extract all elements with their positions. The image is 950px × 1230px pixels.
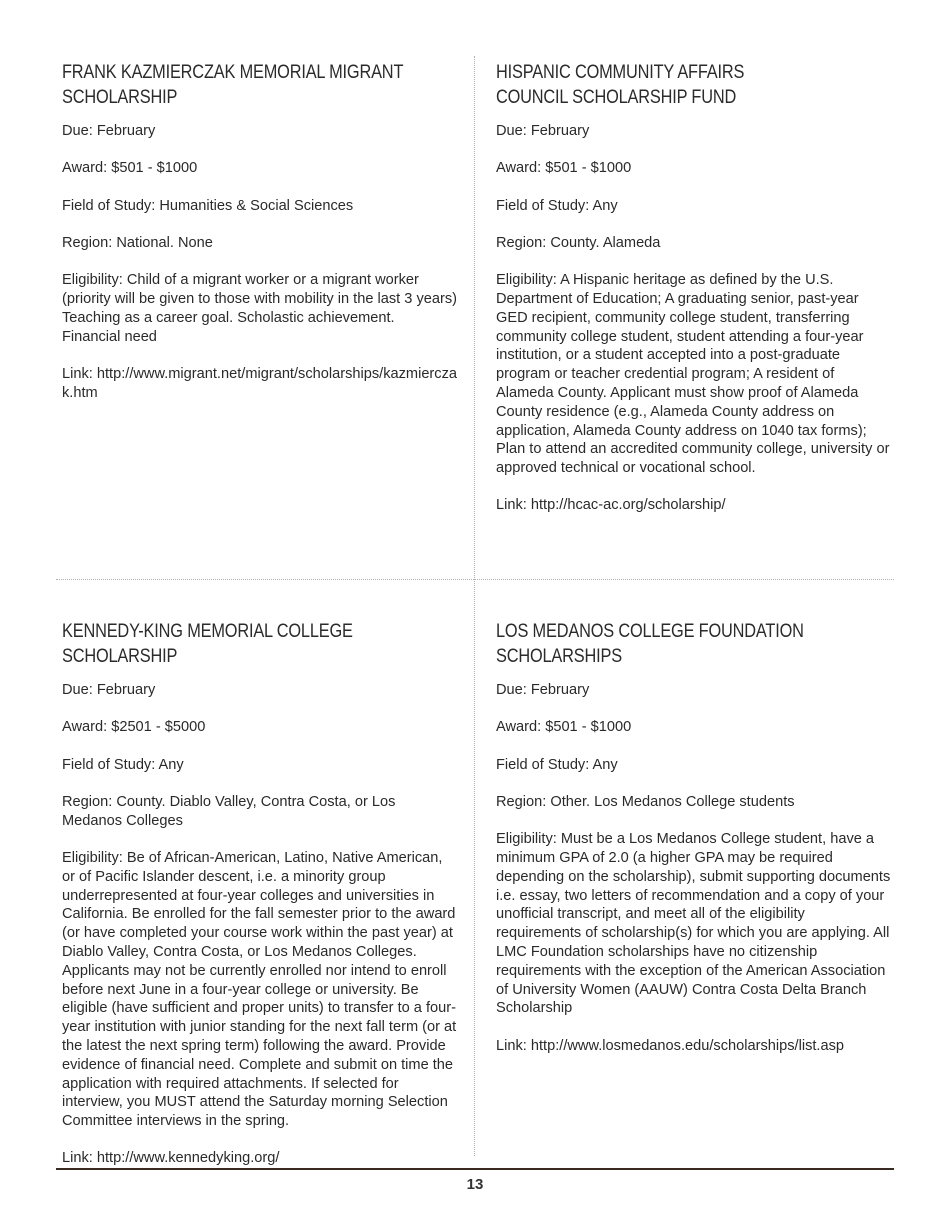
eligibility: Eligibility: Must be a Los Medanos College student, have a minimum GPA of 2.0 (a higher GPA may be required depending on the scholarship), submit supporting documents i.e. essay, two letters of recommendation and a copy of your unofficial transcript, and meet all of the eligibility requirements of scholarship(s) for which you are applying. All LMC Foundation scholarships have no citizenship requirements with the exception of the American Association of University Women (AAUW) Contra Costa Delta Branch Scholarship — [496, 831, 891, 1017]
scholarship-link[interactable]: http://www.losmedanos.edu/scholarships/list.asp — [530, 1037, 845, 1054]
field-of-study: Field of Study: Humanities & Social Sciences — [62, 197, 354, 214]
due-date: Due: February — [496, 682, 590, 698]
link-line — [62, 1149, 457, 1168]
scholarship-title: LOS MEDANOS COLLEGE FOUNDATION SCHOLARSHIPS — [496, 621, 804, 667]
field-of-study: Field of Study: Any — [62, 756, 184, 773]
scholarship-link[interactable]: http://www.migrant.net/migrant/scholarships/kazmierczak.htm — [62, 365, 458, 401]
award-amount: Award: $501 - $1000 — [496, 719, 632, 736]
due-date: Due: February — [62, 123, 156, 139]
column-divider — [474, 56, 475, 1156]
field-of-study: Field of Study: Any — [496, 197, 618, 214]
due-date: Due: February — [62, 682, 156, 698]
region: Region: Other. Los Medanos College students — [496, 793, 795, 810]
award-amount: Award: $2501 - $5000 — [62, 719, 206, 736]
link-label: Link: — [62, 1150, 97, 1167]
link-label: Link: — [496, 497, 531, 514]
eligibility: Eligibility: Be of African-American, Latino, Native American, or of Pacific Islander descent, i.e. a minority group underrepresented at four-year colleges and universities in California. Be enrolled for the fall semester prior to the award (or have completed your course work within the past year) at Diablo Valley, Contra Costa, or Los Medanos Colleges. Applicants may not be currently enrolled nor intend to enroll before next June in a four-year college or university. Be eligible (have sufficient and proper units) to transfer to a four-year institution with junior standing for the next fall term (or at the latest the next spring term) following the award. Provide evidence of financial need. Complete and submit on time the application with required attachments. If selected for interview, you MUST attend the Saturday morning Selection Committee interviews in the spring. — [62, 849, 457, 1130]
row-divider — [56, 579, 894, 580]
scholarship-link[interactable]: http://hcac-ac.org/scholarship/ — [530, 497, 726, 514]
scholarship-card-kennedy-king — [62, 619, 457, 1187]
scholarship-card-kazmierczak — [62, 60, 457, 421]
eligibility: Eligibility: A Hispanic heritage as defined by the U.S. Department of Education; A graduating senior, past-year GED recipient, community college student, transferring community college student, student attending a four-year institution, or a student accepted into a post-graduate program or teacher credential program; A resident of Alameda County. Applicant must show proof of Alameda County residence (e.g., Alameda County address on application, Alameda County address on 1040 tax forms); Plan to attend an accredited community college, university or approved technical or vocational school. — [496, 272, 890, 477]
region: Region: County. Alameda — [496, 234, 661, 251]
region: Region: National. None — [62, 234, 213, 251]
scholarship-title: FRANK KAZMIERCZAK MEMORIAL MIGRANT SCHOLARSHIP — [62, 62, 403, 108]
page-number: 13 — [466, 1176, 484, 1193]
due-date: Due: February — [496, 123, 590, 139]
region: Region: County. Diablo Valley, Contra Costa, or Los Medanos Colleges — [62, 793, 396, 829]
scholarship-title: HISPANIC COMMUNITY AFFAIRS COUNCIL SCHOLARSHIP FUND — [496, 62, 745, 108]
link-line — [496, 1037, 891, 1056]
link-line — [62, 365, 457, 403]
scholarship-link[interactable]: http://www.kennedyking.org/ — [96, 1150, 280, 1167]
link-line — [496, 496, 891, 515]
scholarship-card-hcac — [496, 60, 891, 534]
link-label: Link: — [496, 1037, 531, 1054]
eligibility: Eligibility: Child of a migrant worker or a migrant worker (priority will be given to those with mobility in the last 3 years) Teaching as a career goal. Scholastic achievement. Financial need — [62, 272, 458, 345]
award-amount: Award: $501 - $1000 — [496, 160, 632, 177]
award-amount: Award: $501 - $1000 — [62, 160, 198, 177]
scholarship-card-los-medanos — [496, 619, 891, 1074]
field-of-study: Field of Study: Any — [496, 756, 618, 773]
link-label: Link: — [62, 365, 97, 382]
scholarship-title: KENNEDY-KING MEMORIAL COLLEGE SCHOLARSHIP — [62, 621, 353, 667]
footer-rule — [56, 1168, 894, 1170]
